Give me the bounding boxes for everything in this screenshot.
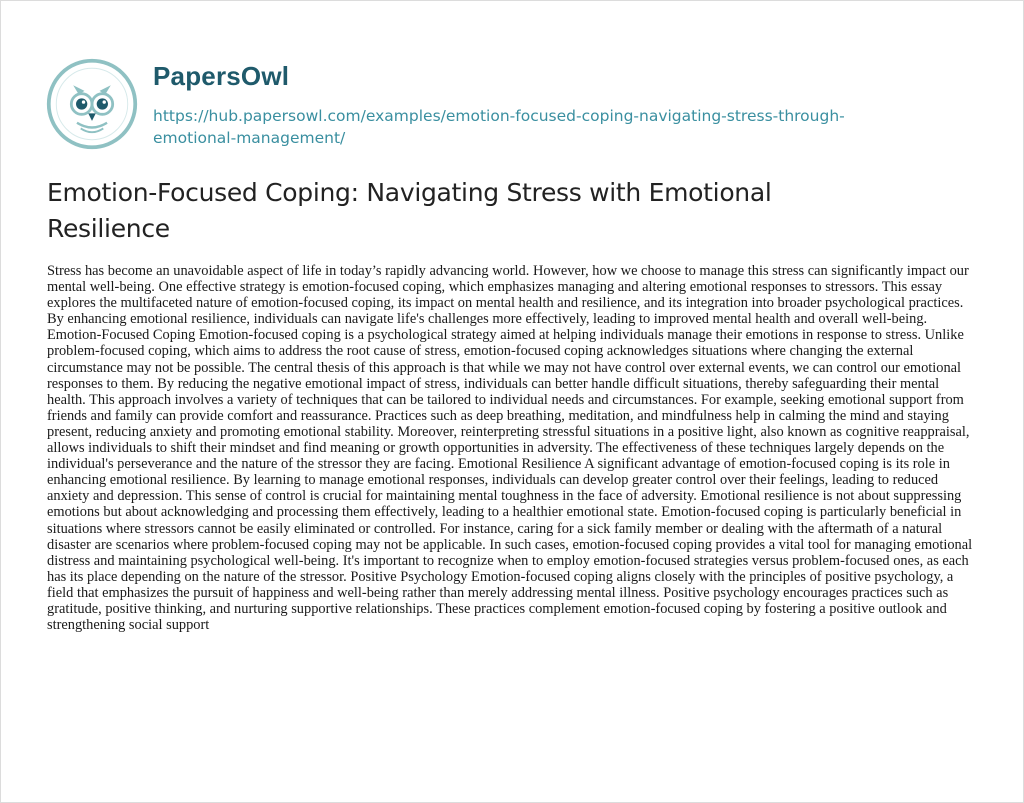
essay-body: Stress has become an unavoidable aspect of life in today’s rapidly advancing world. However, how we choose to manage this stress can significantly impact our mental well-being. One effective strategy is emotion-focused coping, which emphasizes managing and altering emotional responses to stressors. This essay explores the multifaceted nature of emotion-focused coping, its impact on mental health and resilience, and its integration into broader psychological practices. By enhancing emotional resilience, individuals can navigate life's challenges more effectively, leading to improved mental health and overall well-being. Emotion-Focused Coping Emotion-focused coping is a psychological strategy aimed at helping individuals manage their emotions in response to stress. Unlike problem-focused coping, which aims to address the root cause of stress, emotion-focused coping acknowledges situations where changing the external circumstance may not be possible. The central thesis of this approach is that while we may not have control over external events, we can control our emotional responses to them. By reducing the negative emotional impact of stress, individuals can better handle difficult situations, thereby safeguarding their mental health. This approach involves a variety of techniques that can be tailored to individual needs and circumstances. For example, seeking emotional support from friends and family can provide comfort and reassurance. Practices such as deep breathing, meditation, and mindfulness help in calming the mind and staying present, reducing anxiety and promoting emotional stability. Moreover, reinterpreting stressful situations in a positive light, also known as cognitive reappraisal, allows individuals to shift their mindset and find meaning or growth opportunities in adversity. The effectiveness of these techniques largely depends on the individual's perseverance and the nature of the stressor they are facing. Emotional Resilience A significant advantage of emotion-focused coping is its role in enhancing emotional resilience. By learning to manage emotional responses, individuals can develop greater control over their feelings, leading to reduced anxiety and depression. This sense of control is crucial for maintaining mental toughness in the face of adversity. Emotional resilience is not about suppressing emotions but about acknowledging and processing them effectively, leading to a healthier emotional state. Emotion-focused coping is particularly beneficial in situations where stressors cannot be easily eliminated or controlled. For instance, caring for a sick family member or dealing with the aftermath of a natural disaster are scenarios where problem-focused coping may not be applicable. In such cases, emotion-focused coping provides a vital tool for managing emotional distress and maintaining psychological well-being. It's important to recognize when to employ emotion-focused strategies versus problem-focused ones, as each has its place depending on the nature of the stressor. Positive Psychology Emotion-focused coping aligns closely with the principles of positive psychology, a field that emphasizes the pursuit of happiness and well-being rather than merely addressing mental illness. Positive psychology encourages practices such as gratitude, positive thinking, and nurturing supportive relationships. These practices complement emotion-focused coping by fostering a positive outlook and strengthening social support (47, 263, 973, 634)
essay-title: Emotion-Focused Coping: Navigating Stress with Emotional Resilience (47, 178, 772, 243)
page-header (45, 53, 913, 151)
source-url-link[interactable]: https://hub.papersowl.com/examples/emotion-focused-coping-navigating-stress-through-emotional-management/ (153, 107, 845, 147)
brand-block (153, 53, 913, 149)
owl-logo-icon (45, 57, 139, 151)
brand-name: PapersOwl (153, 61, 290, 91)
